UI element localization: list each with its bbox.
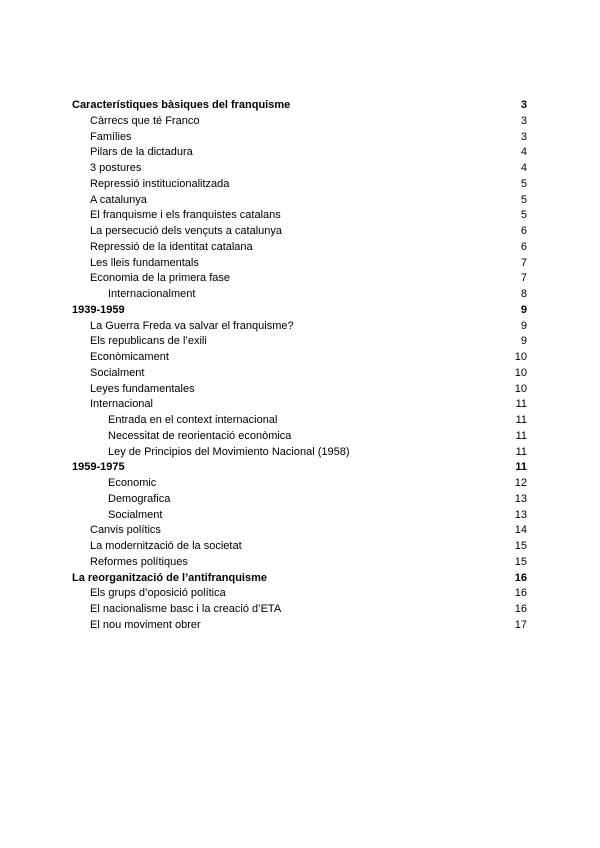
toc-entry-page: 16 — [514, 571, 527, 584]
toc-entry[interactable] — [72, 145, 527, 161]
toc-entry-page: 10 — [514, 382, 527, 395]
toc-entry[interactable] — [72, 98, 527, 114]
toc-entry[interactable] — [72, 523, 527, 539]
toc-entry-page: 8 — [520, 288, 527, 300]
toc-entry-title: 3 postures — [90, 162, 142, 174]
toc-entry-page: 5 — [520, 177, 527, 190]
toc-entry-title: Repressió institucionalitzada — [90, 177, 230, 190]
toc-entry-title: El nou moviment obrer — [90, 618, 201, 631]
toc-entry-page: 3 — [520, 130, 527, 143]
toc-entry-title: Necessitat de reorientació econòmica — [108, 429, 292, 442]
toc-entry[interactable] — [72, 256, 527, 272]
toc-entry-title: A catalunya — [90, 193, 147, 206]
toc-entry-title: La modernització de la societat — [90, 540, 242, 552]
toc-entry-page: 15 — [514, 555, 527, 568]
toc-entry[interactable] — [72, 319, 527, 335]
toc-entry-page: 11 — [515, 461, 527, 474]
toc-entry-title: Internacional — [90, 398, 153, 411]
toc-entry[interactable] — [72, 539, 527, 555]
toc-entry-page: 5 — [520, 209, 527, 222]
toc-entry[interactable] — [72, 508, 527, 524]
toc-entry-title: 1959-1975 — [72, 461, 125, 474]
toc-entry-page: 10 — [514, 351, 527, 363]
toc-entry-page: 11 — [515, 429, 527, 442]
toc-entry[interactable] — [72, 555, 527, 571]
toc-entry[interactable] — [72, 177, 527, 193]
toc-entry[interactable] — [72, 350, 527, 366]
toc-entry-page: 12 — [514, 477, 527, 489]
toc-entry[interactable] — [72, 366, 527, 382]
toc-entry[interactable] — [72, 271, 527, 287]
toc-entry-page: 4 — [520, 146, 527, 159]
toc-entry-page: 10 — [514, 366, 527, 379]
toc-entry[interactable] — [72, 334, 527, 350]
toc-entry-page: 14 — [514, 524, 527, 537]
toc-entry-page: 9 — [520, 335, 527, 348]
toc-entry-page: 7 — [520, 256, 527, 269]
toc-entry[interactable] — [72, 586, 527, 602]
toc-entry[interactable] — [72, 287, 527, 303]
toc-entry-page: 6 — [520, 240, 527, 253]
toc-entry-title: 1939-1959 — [72, 303, 125, 316]
toc-entry[interactable] — [72, 571, 527, 587]
toc-entry-page: 3 — [520, 114, 527, 127]
toc-entry-title: Socialment — [108, 508, 163, 521]
toc-entry-title: Repressió de la identitat catalana — [90, 240, 253, 253]
toc-entry-title: Els grups d’oposició política — [90, 587, 226, 600]
toc-entry-title: Ley de Principios del Movimiento Nacional (1958) — [108, 445, 350, 458]
toc-entry-title: Econòmicament — [90, 351, 169, 363]
toc-entry[interactable] — [72, 492, 527, 508]
toc-entry[interactable] — [72, 208, 527, 224]
toc-entry-title: La reorganització de l’antifranquisme — [72, 571, 267, 584]
toc-entry-title: La persecució dels vençuts a catalunya — [90, 225, 283, 237]
toc-entry[interactable] — [72, 397, 527, 413]
toc-entry-page: 11 — [515, 414, 527, 426]
toc-entry-page: 13 — [514, 508, 527, 521]
toc-entry-page: 11 — [515, 445, 527, 458]
toc-entry-page: 5 — [520, 193, 527, 206]
toc-entry[interactable] — [72, 224, 527, 240]
toc-entry-page: 16 — [514, 603, 527, 615]
toc-entry-page: 3 — [520, 99, 527, 111]
toc-entry-title: Famílies — [90, 130, 132, 143]
toc-entry-page: 16 — [514, 587, 527, 600]
toc-entry-title: Càrrecs que té Franco — [90, 114, 200, 127]
toc-entry-title: Internacionalment — [108, 288, 196, 300]
toc-entry[interactable] — [72, 303, 527, 319]
toc-entry-title: El franquisme i els franquistes catalans — [90, 209, 281, 222]
toc-entry[interactable] — [72, 429, 527, 445]
toc-entry-title: Pilars de la dictadura — [90, 146, 193, 159]
toc-entry-page: 17 — [514, 618, 527, 631]
toc-entry[interactable] — [72, 618, 527, 634]
toc-entry-title: Economic — [108, 477, 157, 489]
toc-entry[interactable] — [72, 460, 527, 476]
toc-entry[interactable] — [72, 476, 527, 492]
toc-entry[interactable] — [72, 114, 527, 130]
toc-entry-page: 13 — [514, 492, 527, 505]
toc-entry-title: Socialment — [90, 366, 145, 379]
toc-entry-page: 6 — [520, 225, 527, 237]
toc-entry[interactable] — [72, 445, 527, 461]
toc-entry-title: Leyes fundamentales — [90, 382, 195, 395]
toc-entry-page: 9 — [520, 319, 527, 332]
toc-entry-title: La Guerra Freda va salvar el franquisme? — [90, 319, 294, 332]
toc-entry[interactable] — [72, 413, 527, 429]
toc-entry-page: 9 — [520, 303, 527, 316]
toc-entry[interactable] — [72, 382, 527, 398]
toc-entry-page: 7 — [520, 272, 527, 285]
toc-entry-title: Reformes polítiques — [90, 555, 188, 568]
toc-entry-title: Característiques bàsiques del franquisme — [72, 99, 291, 111]
toc-entry-title: Les lleis fundamentals — [90, 256, 199, 269]
toc-entry-title: Entrada en el context internacional — [108, 414, 278, 426]
toc-entry-title: Canvis polítics — [90, 524, 161, 537]
toc-entry[interactable] — [72, 240, 527, 256]
toc-entry-title: Els republicans de l’exili — [90, 335, 207, 348]
toc-entry-page: 15 — [514, 540, 527, 552]
toc-entry[interactable] — [72, 161, 527, 177]
toc-entry[interactable] — [72, 130, 527, 146]
toc-entry-page: 11 — [515, 398, 527, 411]
toc-entry-title: Economia de la primera fase — [90, 272, 231, 285]
toc-entry[interactable] — [72, 602, 527, 618]
toc-entry-title: Demografica — [108, 492, 171, 505]
toc-entry-page: 4 — [520, 162, 527, 174]
toc-entry-title: El nacionalisme basc i la creació d’ETA — [90, 603, 282, 615]
table-of-contents — [72, 98, 527, 634]
toc-entry[interactable] — [72, 193, 527, 209]
